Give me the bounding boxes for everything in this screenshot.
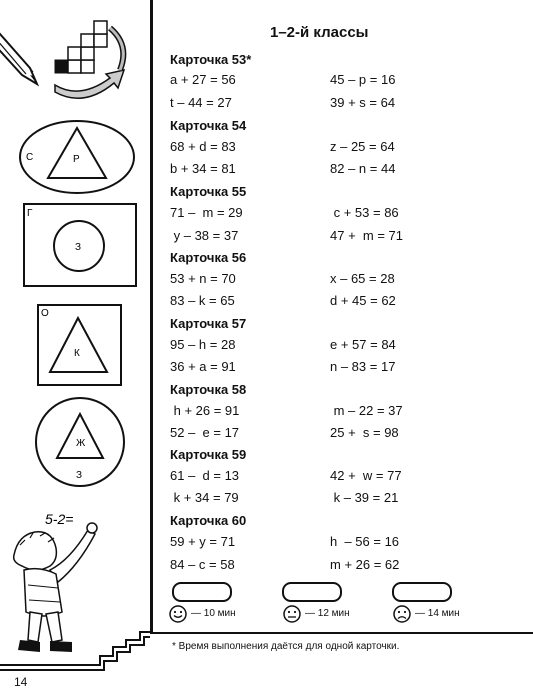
equation: m + 26 = 62 <box>330 557 400 572</box>
squares-staircase-icon <box>55 21 124 98</box>
circle-triangle-label: Ж <box>76 438 86 449</box>
equation: 82 – n = 44 <box>330 161 396 176</box>
equation: 45 – p = 16 <box>330 72 396 87</box>
card-title: Карточка 56 <box>170 250 247 265</box>
equation: 68 + d = 83 <box>170 139 236 154</box>
rectangle-label: Г <box>27 208 33 219</box>
page-number: 14 <box>14 675 28 689</box>
equation: 83 – k = 65 <box>170 293 235 308</box>
ellipse-triangle-figure <box>20 121 134 193</box>
equation: 52 – e = 17 <box>170 425 240 440</box>
timer-label: — 10 мин <box>191 608 236 619</box>
equation: t – 44 = 27 <box>170 95 232 110</box>
sidebar-divider <box>150 0 153 632</box>
card-title: Карточка 60 <box>170 513 247 528</box>
card-title: Карточка 53* <box>170 52 252 67</box>
card-title: Карточка 59 <box>170 447 247 462</box>
equation: d + 45 = 62 <box>330 293 396 308</box>
equation: 59 + y = 71 <box>170 534 236 549</box>
circle-triangle-figure <box>36 398 124 486</box>
equation: h – 56 = 16 <box>330 534 400 549</box>
sidebar-illustrations <box>0 0 150 700</box>
equation: 42 + w = 77 <box>330 468 402 483</box>
pencil-icon <box>0 34 37 84</box>
card-title: Карточка 55 <box>170 184 247 199</box>
equation: 47 + m = 71 <box>330 228 403 243</box>
footnote: * Время выполнения даётся для одной карточки. <box>172 641 400 652</box>
ellipse-label: С <box>26 152 34 163</box>
card-title: Карточка 58 <box>170 382 247 397</box>
timer-label: — 14 мин <box>415 608 460 619</box>
equation: 71 – m = 29 <box>170 205 243 220</box>
step-border-decoration <box>0 632 150 670</box>
equation: k + 34 = 79 <box>170 490 239 505</box>
boy-board-text: 5-2= <box>45 511 74 527</box>
equation: e + 57 = 84 <box>330 337 396 352</box>
equation: z – 25 = 64 <box>330 139 395 154</box>
equation: n – 83 = 17 <box>330 359 396 374</box>
rectangle-circle-label: З <box>75 242 82 253</box>
equation: 95 – h = 28 <box>170 337 236 352</box>
equation: b + 34 = 81 <box>170 161 236 176</box>
answer-box[interactable] <box>282 582 342 602</box>
answer-box[interactable] <box>392 582 452 602</box>
card-title: Карточка 54 <box>170 118 247 133</box>
square-triangle-figure <box>38 305 121 385</box>
boy-writing-illustration <box>14 511 97 652</box>
equation: 53 + n = 70 <box>170 271 236 286</box>
neutral-face-icon <box>282 604 302 624</box>
square-label: О <box>41 308 49 319</box>
equation: c + 53 = 86 <box>330 205 399 220</box>
equation: 36 + a = 91 <box>170 359 236 374</box>
equation: m – 22 = 37 <box>330 403 403 418</box>
page-title: 1–2-й классы <box>270 24 369 41</box>
equation: h + 26 = 91 <box>170 403 240 418</box>
smile-face-icon <box>168 604 188 624</box>
circle-label: З <box>76 470 83 481</box>
sad-face-icon <box>392 604 412 624</box>
equation: 25 + s = 98 <box>330 425 399 440</box>
equation: y – 38 = 37 <box>170 228 239 243</box>
timer-label: — 12 мин <box>305 608 350 619</box>
equation: k – 39 = 21 <box>330 490 399 505</box>
card-title: Карточка 57 <box>170 316 247 331</box>
equation: 39 + s = 64 <box>330 95 396 110</box>
square-triangle-label: К <box>74 348 80 359</box>
bottom-divider <box>150 632 533 634</box>
answer-box[interactable] <box>172 582 232 602</box>
ellipse-triangle-label: Р <box>73 154 80 165</box>
rectangle-circle-figure <box>24 204 136 286</box>
equation: a + 27 = 56 <box>170 72 236 87</box>
equation: x – 65 = 28 <box>330 271 395 286</box>
equation: 61 – d = 13 <box>170 468 240 483</box>
equation: 84 – c = 58 <box>170 557 235 572</box>
